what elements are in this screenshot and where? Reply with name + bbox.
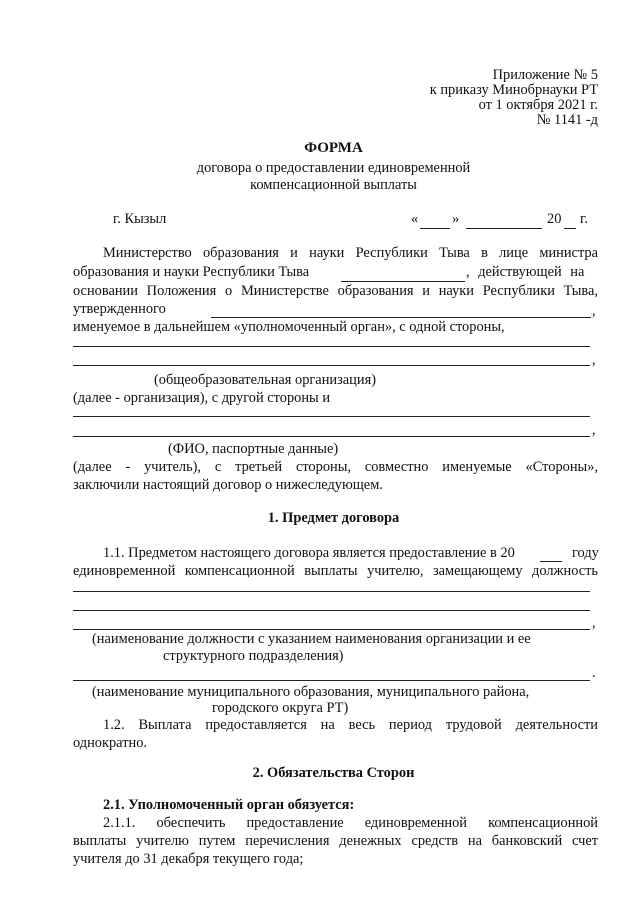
approved-by-blank bbox=[211, 317, 591, 318]
position-caption-1: (наименование должности с указанием наименования организации и ее bbox=[92, 631, 531, 647]
approved-comma: , bbox=[592, 303, 596, 319]
parties-line-2-a: образования и науки Республики Тыва bbox=[73, 264, 310, 280]
teacher-comma: , bbox=[592, 422, 596, 438]
annex-line-3: от 1 октября 2021 г. bbox=[478, 97, 598, 113]
organization-blank-1 bbox=[73, 346, 590, 347]
parties-line-1: Министерство образования и науки Республики Тыва в лице министра bbox=[103, 245, 598, 261]
concluded-line: заключили настоящий договор о нижеследующем. bbox=[73, 477, 383, 493]
position-blank-1 bbox=[73, 591, 590, 592]
clause-1-1-line-2: единовременной компенсационной выплаты учителю, замещающему должность bbox=[73, 563, 598, 579]
teacher-line: (далее - учитель), с третьей стороны, совместно именуемые «Стороны», bbox=[73, 459, 598, 475]
fio-caption: (ФИО, паспортные данные) bbox=[168, 441, 339, 457]
date-year-suffix: г. bbox=[580, 211, 588, 227]
date-open-quote: « bbox=[411, 211, 419, 227]
document-subtitle-1: договора о предоставлении единовременной bbox=[196, 160, 471, 176]
minister-name-blank bbox=[341, 281, 465, 282]
position-comma: , bbox=[592, 615, 596, 631]
annex-line-1: Приложение № 5 bbox=[492, 67, 598, 83]
position-blank-2 bbox=[73, 610, 590, 611]
date-day-blank bbox=[420, 228, 450, 229]
position-caption-2: структурного подразделения) bbox=[163, 648, 344, 664]
document-subtitle-2: компенсационной выплаты bbox=[250, 177, 417, 193]
clause-1-1-line-1-b: году bbox=[572, 545, 599, 561]
clause-1-1-line-1-a: 1.1. Предметом настоящего договора является предоставление в 20 bbox=[103, 545, 515, 561]
municipality-caption-1: (наименование муниципального образования, муниципального района, bbox=[92, 684, 530, 700]
organization-comma: , bbox=[592, 352, 596, 368]
clause-2-1-1-line-2: выплаты учителю путем перечисления денежных средств на банковский счет bbox=[73, 833, 598, 849]
section-1-heading: 1. Предмет договора bbox=[267, 510, 400, 526]
year-blank bbox=[540, 561, 562, 562]
municipality-blank bbox=[73, 680, 590, 681]
date-year-blank bbox=[564, 228, 576, 229]
date-month-blank bbox=[466, 228, 542, 229]
municipality-caption-2: городского округа РТ) bbox=[212, 700, 349, 716]
clause-2-1-heading: 2.1. Уполномоченный орган обязуется: bbox=[103, 797, 355, 813]
teacher-blank-2 bbox=[73, 436, 590, 437]
clause-1-2-line-2: однократно. bbox=[73, 735, 147, 751]
municipality-period: . bbox=[592, 665, 596, 681]
date-close-quote: » bbox=[452, 211, 460, 227]
teacher-blank-1 bbox=[73, 416, 590, 417]
organization-line: (далее - организация), с другой стороны и bbox=[73, 390, 331, 406]
organization-blank-2 bbox=[73, 365, 590, 366]
organization-caption: (общеобразовательная организация) bbox=[154, 372, 376, 388]
parties-line-5: именуемое в дальнейшем «уполномоченный орган», с одной стороны, bbox=[73, 319, 505, 335]
clause-2-1-1-line-1: 2.1.1. обеспечить предоставление единовременной компенсационной bbox=[103, 815, 598, 831]
annex-line-4: № 1141 -д bbox=[536, 112, 598, 128]
document-title: ФОРМА bbox=[304, 140, 363, 156]
clause-2-1-1-line-3: учителя до 31 декабря текущего года; bbox=[73, 851, 304, 867]
section-2-heading: 2. Обязательства Сторон bbox=[252, 765, 415, 781]
parties-line-3: основании Положения о Министерстве образования и науки Республики Тыва, bbox=[73, 283, 598, 299]
position-blank-3 bbox=[73, 629, 590, 630]
annex-line-2: к приказу Минобрнауки РТ bbox=[429, 82, 598, 98]
parties-line-2-b: , действующей на bbox=[466, 264, 585, 280]
clause-1-2-line-1: 1.2. Выплата предоставляется на весь период трудовой деятельности bbox=[103, 717, 598, 733]
date-year-prefix: 20 bbox=[547, 211, 562, 227]
parties-line-4: утвержденного bbox=[73, 301, 166, 317]
city-label: г. Кызыл bbox=[113, 211, 167, 227]
